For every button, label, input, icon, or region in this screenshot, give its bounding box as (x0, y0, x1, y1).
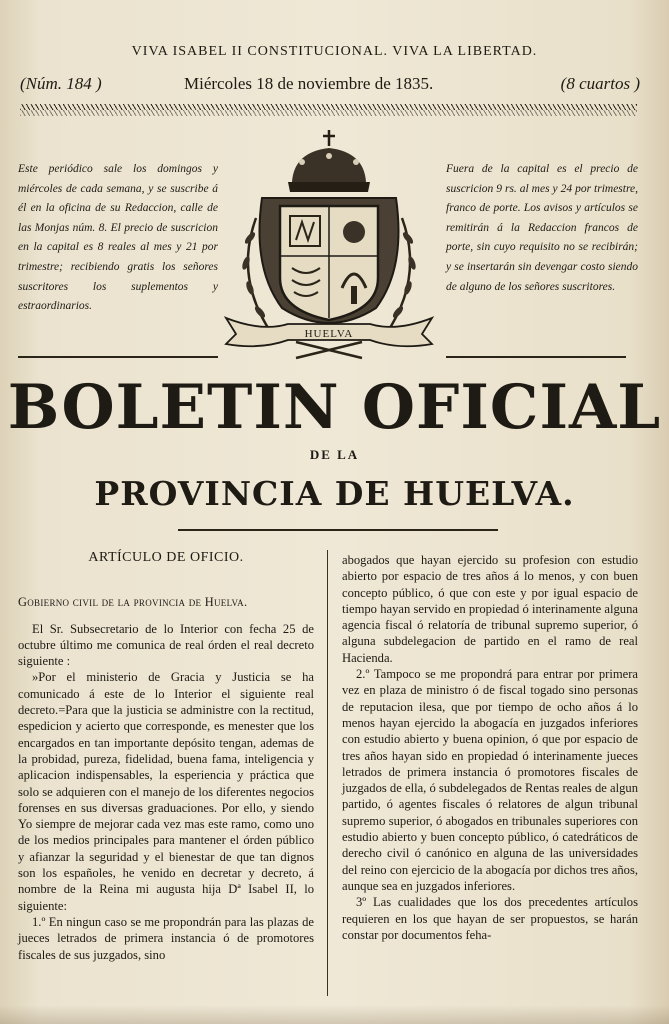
article-paragraph: El Sr. Subsecretario de lo Interior con fecha 25 de octubre último me comunica de real órden el real decreto siguiente : (18, 621, 314, 669)
article-column-left (18, 548, 314, 963)
newspaper-subtitle: PROVINCIA DE HUELVA. (94, 474, 575, 513)
notice-rule-left (18, 356, 218, 358)
subscription-notice-right: Fuera de la capital es el precio de suscricion 9 rs. al mes y 24 por trimestre, franco de porte. Los avisos y artículos se remitirán á la Redaccion francos de porte, sin cuyo requisito no se recibirán; y se insertarán sin devengar costo siendo de alguno de los señores suscritores. (446, 163, 638, 293)
article-paragraph: 3º Las cualidades que los dos precedentes artículos requieren en los que hayan de ser propuestos, se harán constar por documentos feha- (342, 895, 638, 942)
section-heading: ARTÍCULO DE OFICIO. (88, 550, 244, 565)
masthead-motto: VIVA ISABEL II CONSTITUCIONAL. VIVA LA LIBERTAD. (131, 44, 538, 59)
title-connector: DE LA (309, 447, 360, 462)
notice-rule-right (446, 356, 626, 358)
issue-date: Miércoles 18 de noviembre de 1835. (184, 74, 434, 93)
article-paragraph: 2.º Tampoco se me propondrá para entrar por primera vez en plaza de ministro ó de fiscal togado sino personas de reputacion ilesa, que por tiempo de ocho años á lo menos hayan ejercido la abogacía en juzgados inferiores con estudio abierto y buena opinion, ó que por espacio de tres años hayan sido en propiedad ó interinamente jueces letrados de primera instancia ó promotores fiscales de juzgados de ella, ó subdelegados de Rentas reales de algun partido, ó agentes fiscales ó relatores de algun tribunal supremo superior, ó abogados en tribunales superiores con estudio abierto y buen concepto público, ó catedráticos de derecho civil ó canónico en alguna de las universidades del reino con ejercicio de la abogacía por dichos tres años, aunque sea en juzgados inferiores. (342, 667, 638, 893)
article-column-right (342, 552, 638, 943)
article-paragraph: abogados que hayan ejercido su profesion con estudio abierto por espacio de tres años á lo menos, y con buen concepto público, ó que con este y por igual espacio de tiempo hayan servido en propiedad ó interinamente alguna agencia fiscal ó relatoría de tribunal supremo superior, ó alguna subdelegacion de partido en el ramo de real Hacienda. (342, 553, 638, 665)
issue-price: (8 cuartos ) (560, 74, 640, 93)
ornamental-rule-top-2 (20, 110, 637, 116)
issue-number: (Núm. 184 ) (20, 74, 102, 93)
newspaper-title: BOLETIN OFICIAL (7, 372, 662, 443)
article-paragraph: »Por el ministerio de Gracia y Justicia se ha comunicado á este de lo Interior el siguiente real decreto.=Para que la justicia se administre con la rectitud, espedicion y acierto que corresponde, es menester que los encargados en tan importante depósito tengan, ademas de la probidad, pureza, fidelidad, buena fama, inteligencia y aplicacion indispensables, la esperiencia y práctica que solo se adquieren con el manejo de los diferentes negocios forenses en sus diversas graduaciones. Por ello, y siendo Yo siempre de mejorar cada vez mas este ramo, como uno de los medios principales para mantener el órden público y afianzar la seguridad y el bienestar de que tan dignos son los españoles, he venido en decretar y decreto, á nombre de la Reina mi augusta hija Dª Isabel II, lo siguiente: (18, 670, 314, 913)
title-rule (178, 529, 498, 531)
subscription-notice-left: Este periódico sale los domingos y miércoles de cada semana, y se suscribe á él en la oficina de su Redaccion, calle de las Monjas núm. 8. El precio de suscricion en la capital es 8 reales al mes y 21 por trimestre; recibiendo gratis los señores suscritores los suplementos y estraordinarios. (18, 163, 218, 313)
office-heading: Gobierno civil de la provincia de Huelva. (18, 595, 248, 610)
page-edge-shadow (0, 1005, 669, 1024)
emblem-ribbon-text: HUELVA (304, 328, 354, 340)
article-paragraph: 1.º En ningun caso se me propondrán para las plazas de jueces letrados de primera instancia ó de promotores fiscales de sus juzgados, sino (18, 914, 314, 962)
column-divider (327, 550, 328, 996)
coat-of-arms-icon (222, 128, 436, 360)
